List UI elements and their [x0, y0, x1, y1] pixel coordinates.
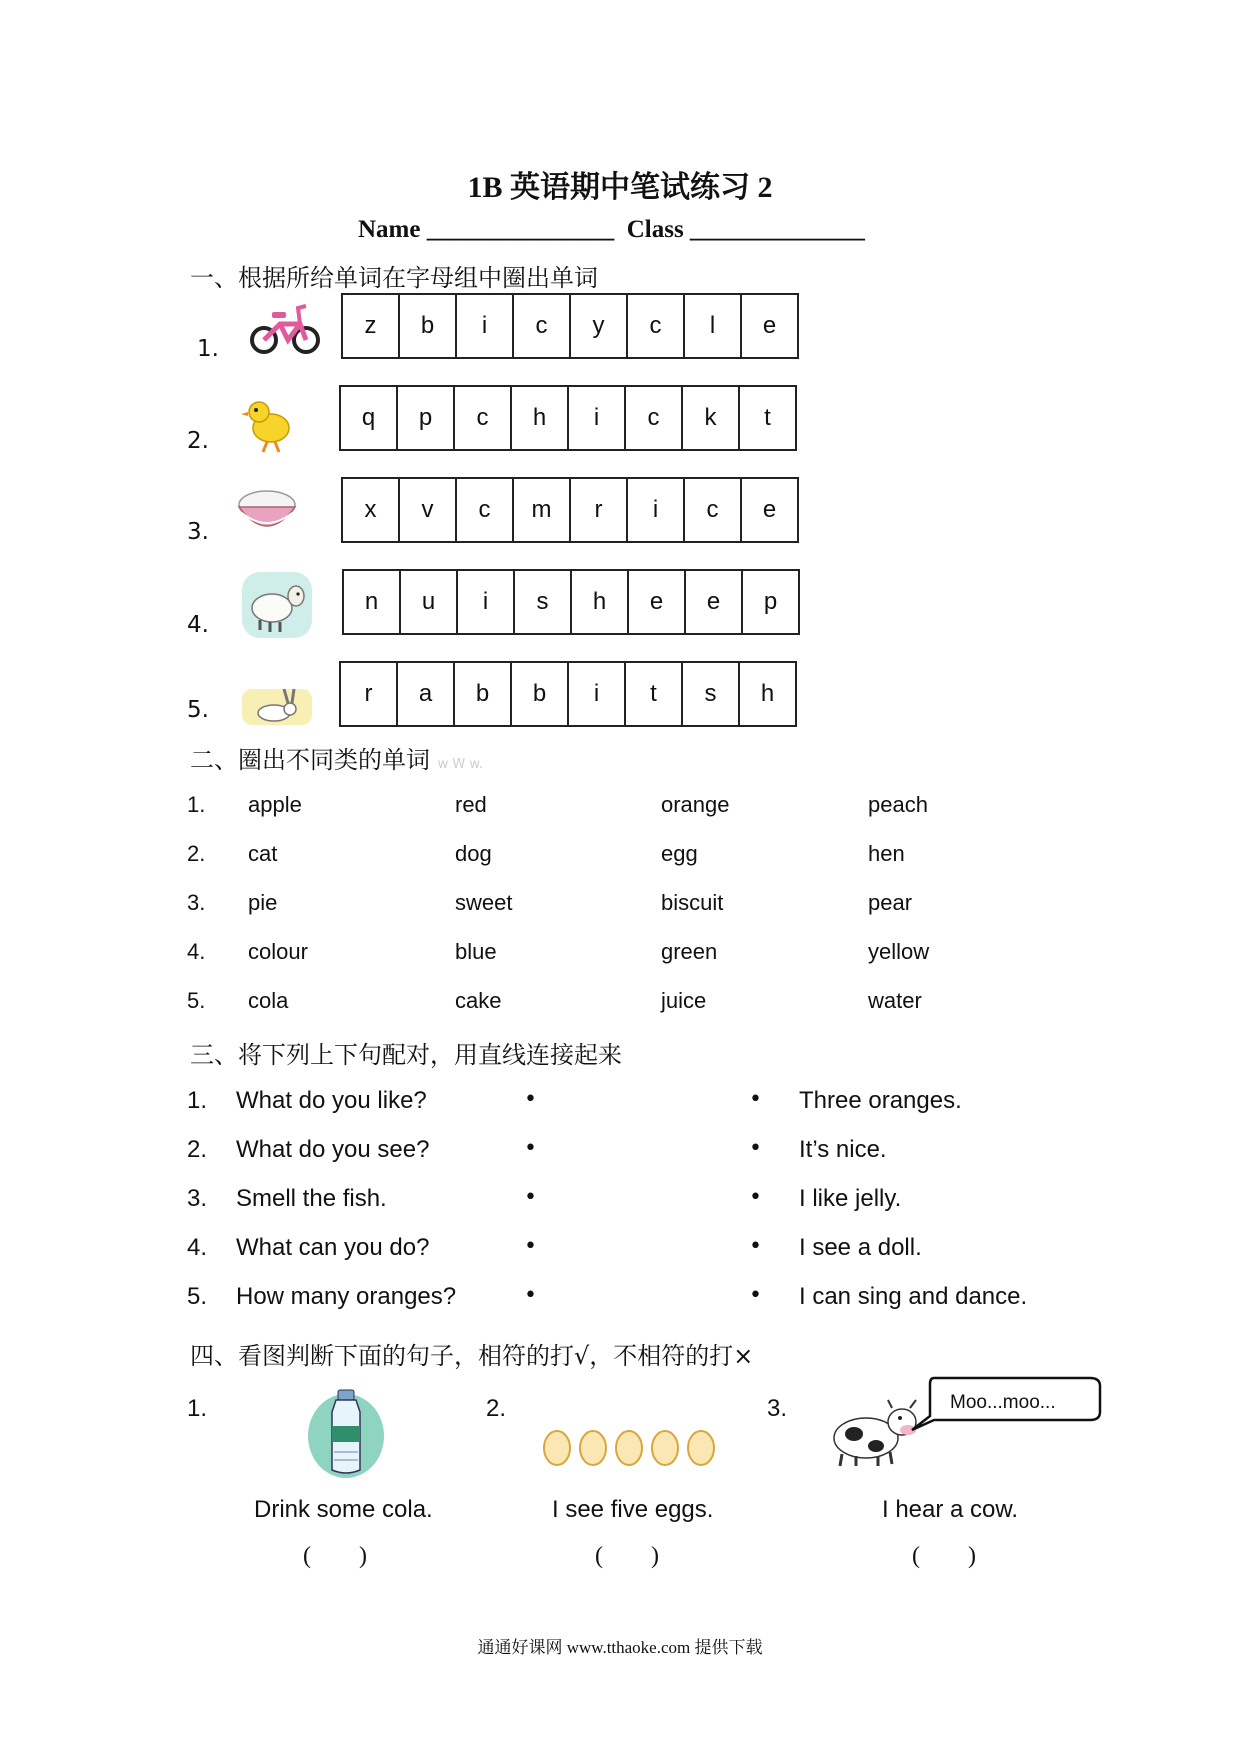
odd-number: 2. — [187, 841, 206, 866]
match-right: It’s nice. — [799, 1136, 887, 1163]
match-right: I see a doll. — [799, 1234, 922, 1261]
rice-bowl-icon — [230, 478, 304, 548]
puzzle-number: 3. — [187, 519, 209, 545]
odd-number: 1. — [187, 792, 206, 817]
match-left-dot[interactable]: • — [524, 1087, 537, 1112]
match-number: 2. — [187, 1136, 208, 1163]
match-left-dot[interactable]: • — [524, 1234, 537, 1259]
letter-cell[interactable]: i — [628, 479, 685, 541]
odd-number: 5. — [187, 988, 206, 1013]
page-title: 1B 英语期中笔试练习 2 — [467, 171, 773, 204]
sheep-icon — [240, 570, 314, 640]
letter-grid-4 — [342, 569, 800, 635]
match-left: How many oranges? — [236, 1283, 457, 1310]
letter-cell[interactable]: q — [341, 387, 398, 449]
letter-cell[interactable]: m — [514, 479, 571, 541]
letter-cell[interactable]: z — [343, 295, 400, 357]
cow-speech-text: Moo...moo... — [950, 1392, 1056, 1413]
match-number: 4. — [187, 1234, 208, 1261]
letter-cell[interactable]: k — [683, 387, 740, 449]
letter-cell[interactable]: x — [343, 479, 400, 541]
letter-cell[interactable]: b — [512, 663, 569, 725]
odd-word[interactable]: juice — [661, 988, 707, 1013]
letter-grid-1 — [341, 293, 799, 359]
letter-cell[interactable]: u — [401, 571, 458, 633]
bicycle-icon — [248, 293, 322, 363]
match-right: Three oranges. — [799, 1087, 962, 1114]
match-left-dot[interactable]: • — [524, 1136, 537, 1161]
match-number: 3. — [187, 1185, 208, 1212]
footer-credit: 通通好课网 www.tthaoke.com 提供下载 — [477, 1638, 763, 1657]
match-right-dot[interactable]: • — [749, 1136, 762, 1161]
letter-cell[interactable]: e — [762, 496, 777, 523]
odd-word[interactable]: peach — [868, 792, 928, 817]
odd-word[interactable]: colour — [248, 939, 308, 964]
letter-cell[interactable]: v — [400, 479, 457, 541]
odd-word[interactable]: water — [868, 988, 922, 1013]
five-eggs-icon — [540, 1428, 720, 1468]
puzzle-number: 2. — [187, 428, 209, 454]
puzzle-number: 4. — [187, 612, 209, 638]
judge-answer-parens[interactable]: ( ) — [303, 1543, 367, 1569]
letter-cell[interactable]: h — [760, 680, 775, 707]
judge-answer-parens[interactable]: ( ) — [912, 1543, 976, 1569]
name-class-row: Name _______________ Class ______________ — [358, 216, 865, 243]
letter-cell[interactable]: b — [400, 295, 457, 357]
match-left: What do you see? — [236, 1136, 430, 1163]
odd-word[interactable]: pie — [248, 890, 278, 915]
odd-word[interactable]: orange — [661, 792, 730, 817]
letter-cell[interactable]: c — [626, 387, 683, 449]
odd-word[interactable]: biscuit — [661, 890, 724, 915]
letter-cell[interactable]: c — [628, 295, 685, 357]
letter-grid-3 — [341, 477, 799, 543]
puzzle-number: 1. — [197, 336, 219, 362]
odd-word[interactable]: cat — [248, 841, 278, 866]
odd-number: 3. — [187, 890, 206, 915]
odd-word[interactable]: apple — [248, 792, 302, 817]
letter-cell[interactable]: l — [685, 295, 742, 357]
puzzle-number: 5. — [187, 697, 209, 723]
match-right-dot[interactable]: • — [749, 1234, 762, 1259]
letter-cell[interactable]: c — [514, 295, 571, 357]
odd-word[interactable]: yellow — [868, 939, 930, 964]
match-left-dot[interactable]: • — [524, 1283, 537, 1308]
odd-word[interactable]: dog — [455, 841, 492, 866]
letter-cell[interactable]: s — [515, 571, 572, 633]
odd-word[interactable]: cola — [248, 988, 289, 1013]
odd-word[interactable]: red — [455, 792, 487, 817]
odd-word[interactable]: egg — [661, 841, 698, 866]
letter-cell[interactable]: i — [458, 571, 515, 633]
odd-number: 4. — [187, 939, 206, 964]
match-left: Smell the fish. — [236, 1185, 387, 1212]
letter-cell[interactable]: r — [571, 479, 628, 541]
letter-cell[interactable]: c — [685, 479, 742, 541]
letter-grid-5 — [339, 661, 797, 727]
letter-cell[interactable]: i — [457, 295, 514, 357]
letter-grid-2 — [339, 385, 797, 451]
letter-cell[interactable]: e — [629, 571, 686, 633]
section-two-watermark: w W w. — [437, 757, 483, 772]
letter-cell[interactable]: i — [569, 387, 626, 449]
letter-cell[interactable]: c — [455, 387, 512, 449]
letter-cell[interactable]: t — [626, 663, 683, 725]
section-four-heading: 四、看图判断下面的句子，相符的打√，不相符的打× — [190, 1342, 754, 1370]
odd-word[interactable]: sweet — [455, 890, 513, 915]
match-right-dot[interactable]: • — [749, 1185, 762, 1210]
letter-cell[interactable]: c — [457, 479, 514, 541]
letter-cell[interactable]: h — [512, 387, 569, 449]
match-number: 5. — [187, 1283, 208, 1310]
judge-number: 2. — [486, 1395, 507, 1422]
odd-word[interactable]: green — [661, 939, 718, 964]
judge-sentence: Drink some cola. — [254, 1496, 433, 1523]
match-left: What do you like? — [236, 1087, 427, 1114]
match-left-dot[interactable]: • — [524, 1185, 537, 1210]
letter-cell[interactable]: e — [762, 312, 777, 339]
match-right-dot[interactable]: • — [749, 1087, 762, 1112]
judge-sentence: I see five eggs. — [552, 1496, 714, 1523]
letter-cell[interactable]: t — [764, 404, 771, 431]
chick-icon — [237, 391, 311, 461]
section-one-heading: 一、根据所给单词在字母组中圈出单词 — [190, 264, 598, 292]
odd-word[interactable]: pear — [868, 890, 913, 915]
letter-cell[interactable]: r — [341, 663, 398, 725]
match-left: What can you do? — [236, 1234, 430, 1261]
judge-number: 1. — [187, 1395, 208, 1422]
section-two-title: 二、圈出不同类的单词 — [190, 746, 430, 774]
letter-cell[interactable]: y — [571, 295, 628, 357]
odd-word[interactable]: cake — [455, 988, 502, 1013]
match-right: I like jelly. — [799, 1185, 902, 1212]
odd-word[interactable]: blue — [455, 939, 497, 964]
letter-cell[interactable]: p — [763, 588, 778, 615]
letter-cell[interactable]: b — [455, 663, 512, 725]
water-bottle-icon — [306, 1384, 386, 1480]
judge-answer-parens[interactable]: ( ) — [595, 1543, 659, 1569]
match-number: 1. — [187, 1087, 208, 1114]
letter-cell[interactable]: p — [398, 387, 455, 449]
letter-cell[interactable]: n — [344, 571, 401, 633]
judge-sentence: I hear a cow. — [882, 1496, 1019, 1523]
match-right-dot[interactable]: • — [749, 1283, 762, 1308]
letter-cell[interactable]: a — [398, 663, 455, 725]
letter-cell[interactable]: e — [686, 571, 743, 633]
letter-cell[interactable]: s — [683, 663, 740, 725]
letter-cell[interactable]: h — [572, 571, 629, 633]
match-right: I can sing and dance. — [799, 1283, 1028, 1310]
section-three-heading: 三、将下列上下句配对，用直线连接起来 — [190, 1041, 622, 1069]
letter-cell[interactable]: i — [569, 663, 626, 725]
section-two-heading — [190, 740, 483, 775]
rabbit-icon — [240, 672, 314, 742]
odd-word[interactable]: hen — [868, 841, 905, 866]
judge-number: 3. — [767, 1395, 788, 1422]
